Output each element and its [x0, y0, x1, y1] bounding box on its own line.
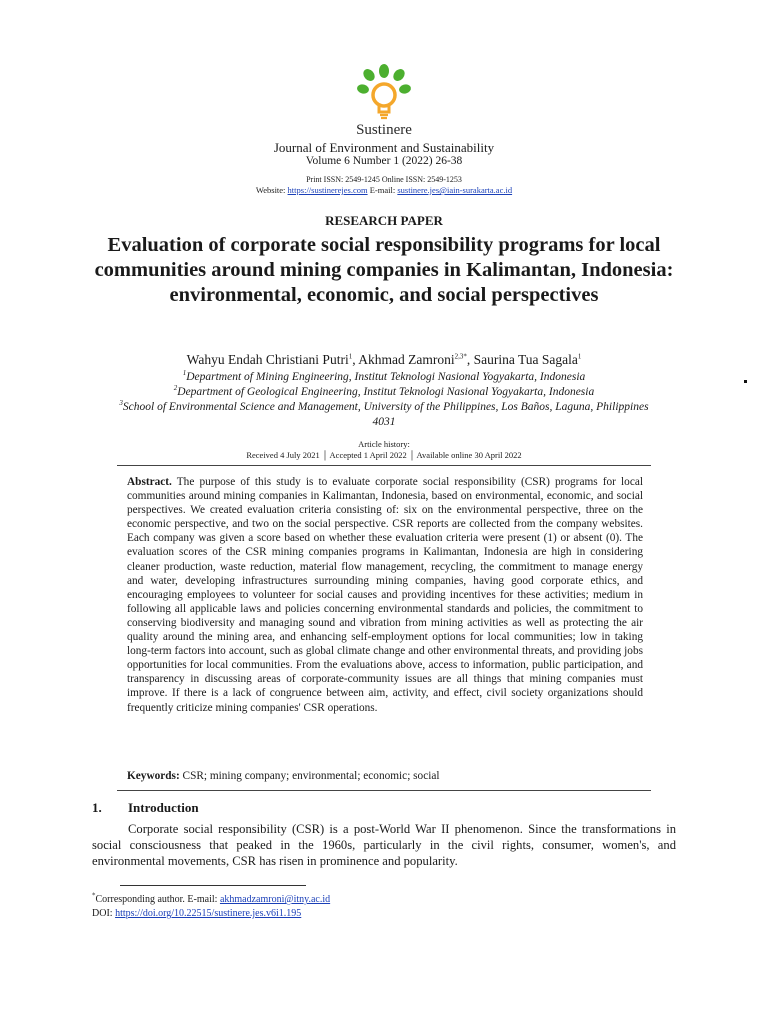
author-name: Akhmad Zamroni: [358, 352, 455, 367]
leaf-top: [379, 64, 389, 78]
affiliation-mark: 2: [173, 384, 178, 393]
abstract-label: Abstract.: [127, 476, 172, 488]
journal-logo-icon: [354, 62, 414, 122]
affiliation: [108, 370, 660, 385]
author-separator: ,: [352, 352, 359, 367]
journal-email-link[interactable]: sustinere.jes@iain-surakarta.ac.id: [397, 185, 513, 195]
leaf-upper-left: [361, 67, 377, 83]
paper-title: Evaluation of corporate social responsibility programs for local communities around mining companies in Kalimantan, Indonesia: environmental, economic, and social perspectives: [94, 234, 674, 306]
keywords-label: Keywords:: [127, 770, 180, 782]
journal-name: Sustinere: [356, 122, 412, 138]
author: [474, 352, 582, 367]
corresponding-email-link[interactable]: akhmadzamroni@itny.ac.id: [219, 894, 331, 905]
author-affiliation-mark: 1: [348, 352, 353, 361]
affiliation: [108, 400, 660, 430]
keywords: [127, 770, 440, 782]
section-number: 1.: [92, 800, 102, 815]
doi-link[interactable]: https://doi.org/10.22515/sustinere.jes.v6i1.195: [115, 908, 302, 919]
author: [358, 352, 473, 367]
keywords-text: CSR; mining company; environmental; economic; social: [182, 770, 440, 782]
bulb-base: [380, 115, 388, 118]
article-history-dates: Received 4 July 2021 │ Accepted 1 April 2022 │ Available online 30 April 2022: [246, 450, 522, 460]
section-heading-introduction: [92, 800, 199, 816]
leaf-icon: [356, 64, 412, 95]
journal-issn: Print ISSN: 2549-1245 Online ISSN: 2549-1253: [306, 175, 462, 184]
paper-type: RESEARCH PAPER: [325, 213, 443, 228]
author-list: [0, 352, 768, 368]
bulb-glass: [373, 84, 395, 106]
bulb-icon: [373, 84, 395, 118]
website-link[interactable]: https://sustinerejes.com: [287, 185, 368, 195]
journal-subtitle: Journal of Environment and Sustainability: [273, 140, 495, 155]
article-history-label: Article history:: [358, 439, 410, 449]
abstract: [127, 475, 643, 715]
footnote-divider: [120, 885, 306, 886]
author-name: Wahyu Endah Christiani Putri: [186, 352, 349, 367]
affiliation-text: School of Environmental Science and Management, University of the Philippines, Los Baños, Laguna, Philippines 4031: [122, 401, 649, 428]
leaf-lower-left: [356, 83, 370, 95]
footnote-corr-label: Corresponding author. E-mail:: [95, 894, 218, 905]
journal-contact: [0, 185, 768, 195]
abstract-text: The purpose of this study is to evaluate corporate social responsibility (CSR) programs for local communities around mining companies in Kalimantan, Indonesia, based on environmental, economic, and social perspectives. We created evaluation criteria consisting of: six on the environmental perspective, three on the economic perspective, and two on the social perspective. CSR reports are collected from the company websites. Each company was given a score based on whether these evaluation criteria were present (1) or absent (0). The evaluation scores of the CSR mining companies programs in Kalimantan, Indonesia are high in considering cleaner production, waste reduction, material flow management, recycling, the commitment to manage energy and water, developing infrastructures surrounding mining companies, having good corporate ethics, and encouraging employees to volunteer for social causes and providing incentives for these activities; medium in following all applicable laws and policies concerning environmental standards and policies, the commitment to conserving biodiversity and managing sound and vibration from mining activities as well as protecting the air quality around the mining area, and enhancing self-employment options for local communities; low in taking long-term factors into account, such as global climate change and other environmental threats, and providing jobs opportunities for local communities. From the evaluations above, access to information, public participation, and transparency in discussing areas of corporate-community issues are all things that mining companies must improve. If there is a lack of congruence between aim, activity, and effect, civil society organizations should frequently criticize mining companies' CSR operations.: [127, 476, 643, 714]
affiliation: [108, 385, 660, 400]
email-label: E-mail:: [369, 185, 396, 195]
author-name: Saurina Tua Sagala: [473, 352, 578, 367]
affiliation-text: Department of Mining Engineering, Institut Teknologi Nasional Yogyakarta, Indonesia: [186, 371, 586, 383]
leaf-lower-right: [398, 83, 412, 95]
author: [187, 352, 359, 367]
introduction-paragraph: Corporate social responsibility (CSR) is a post-World War II phenomenon. Since the transformations in social consciousness that peaked in the 1960s, particularly in the civil rights, consumer, women's, and environmental movements, CSR has risen in prominence and popularity.: [92, 822, 676, 868]
author-affiliation-mark: 1: [577, 352, 582, 361]
section-title: Introduction: [128, 800, 199, 815]
page-mark: [744, 380, 747, 383]
affiliation-mark: 3: [119, 399, 123, 408]
author-affiliation-mark: 2,3*: [454, 352, 467, 361]
website-label: Website:: [255, 185, 286, 195]
affiliation-mark: 1: [182, 369, 187, 378]
doi-label: DOI:: [92, 908, 113, 919]
affiliation-list: [108, 370, 660, 430]
journal-volume: Volume 6 Number 1 (2022) 26-38: [305, 155, 463, 167]
footnote-mark: *: [92, 891, 96, 900]
leaf-upper-right: [391, 67, 407, 83]
abstract-box: [117, 465, 651, 791]
author-separator: ,: [466, 352, 474, 367]
footnote-corresponding-author: [92, 891, 331, 905]
footnote-doi: [92, 908, 301, 919]
affiliation-text: Department of Geological Engineering, Institut Teknologi Nasional Yogyakarta, Indonesia: [177, 386, 595, 398]
